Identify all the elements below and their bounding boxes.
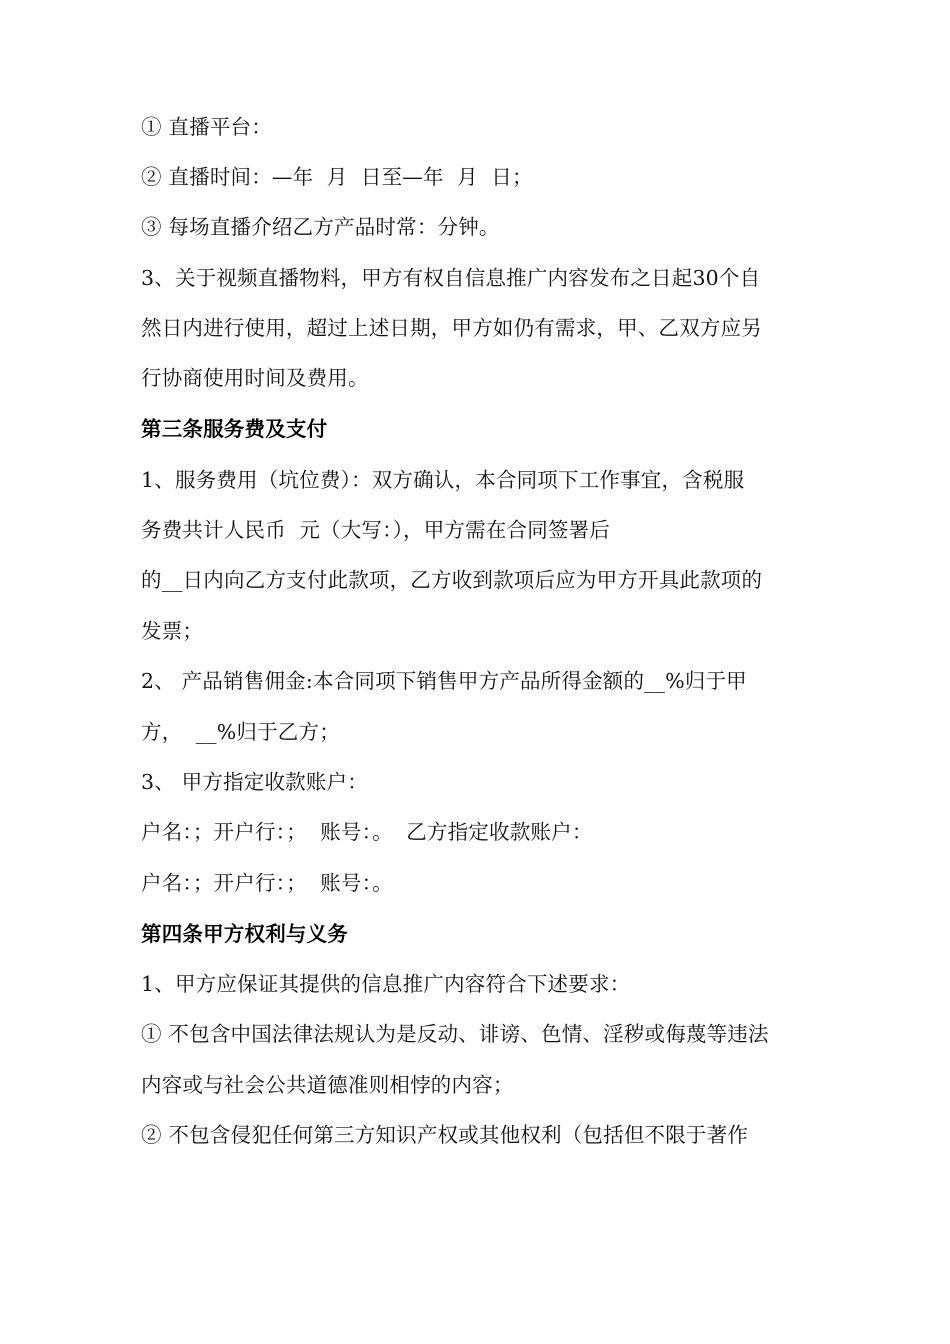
fee-clause-2-line-2: 方， __%归于乙方；: [141, 720, 340, 744]
fee-clause-1-line-2: 务费共计人民币 元（大写：），甲方需在合同签署后: [141, 518, 611, 542]
fee-clause-3: 3、 甲方指定收款账户：: [141, 770, 368, 794]
account-line-2: 户名：；开户行：； 账号：。: [141, 871, 393, 895]
party-a-item-2-line-1: ② 不包含侵犯任何第三方知识产权或其他权利（包括但不限于著作: [141, 1123, 749, 1147]
fee-clause-1-line-4: 发票；: [141, 619, 204, 643]
party-a-item-1-line-2: 内容或与社会公共道德准则相悖的内容；: [141, 1073, 514, 1097]
clause-3-line-1: 3、关于视频直播物料，甲方有权自信息推广内容发布之日起30个自: [141, 266, 761, 290]
clause-3-line-3: 行协商使用时间及费用。: [141, 366, 369, 390]
section-heading-4: 第四条甲方权利与义务: [141, 922, 348, 946]
fee-clause-2-line-1: 2、 产品销售佣金:本合同项下销售甲方产品所得金额的__%归于甲: [141, 669, 747, 693]
clause-live-time: ② 直播时间：—年 月 日至—年 月 日；: [141, 165, 533, 189]
clause-3-line-2: 然日内进行使用，超过上述日期，甲方如仍有需求，甲、乙双方应另: [141, 316, 762, 340]
party-a-clause-1: 1、甲方应保证其提供的信息推广内容符合下述要求：: [141, 972, 631, 996]
clause-live-duration: ③ 每场直播介绍乙方产品时常：分钟。: [141, 215, 500, 239]
party-a-item-1-line-1: ① 不包含中国法律法规认为是反动、诽谤、色情、淫秽或侮蔑等违法: [141, 1022, 769, 1046]
fee-clause-1-line-3: 的__日内向乙方支付此款项，乙方收到款项后应为甲方开具此款项的: [141, 568, 763, 592]
section-heading-3: 第三条服务费及支付: [141, 417, 328, 441]
clause-live-platform: ① 直播平台：: [141, 115, 272, 139]
fee-clause-1-line-1: 1、服务费用（坑位费）：双方确认，本合同项下工作事宜，含税服: [141, 468, 745, 492]
account-line-1: 户名：；开户行：； 账号：。 乙方指定收款账户：: [141, 820, 593, 844]
